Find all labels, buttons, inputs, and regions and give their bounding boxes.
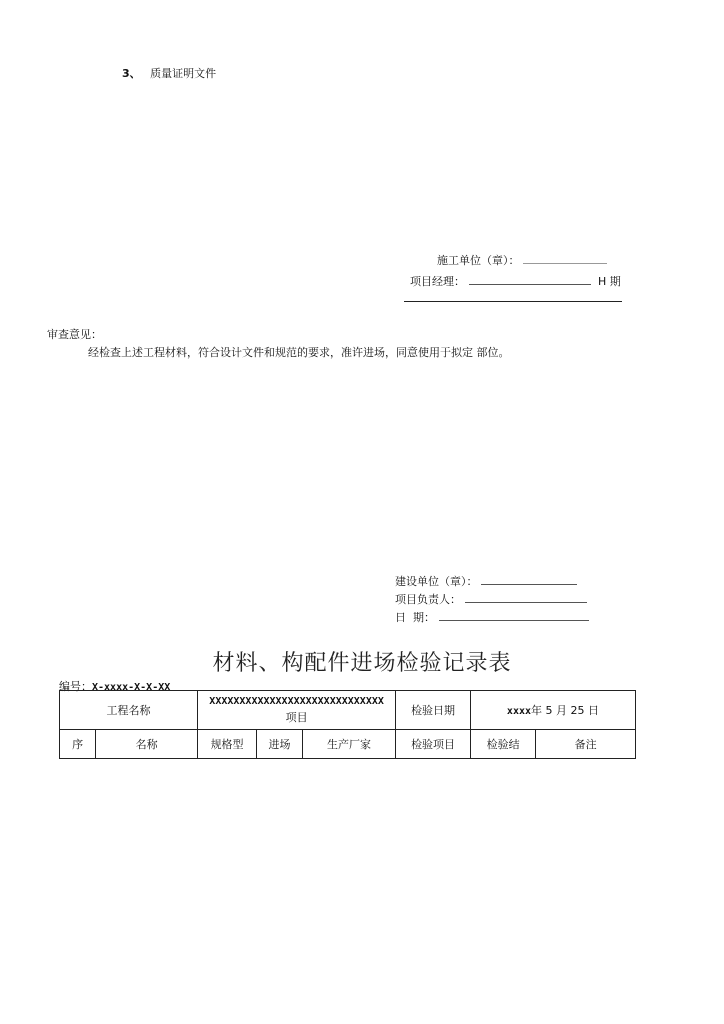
inspection-date-value-cell xyxy=(470,691,635,730)
project-manager-line xyxy=(410,273,621,289)
project-name-label-cell: 工程名称 xyxy=(60,691,198,730)
section-3-number: 3、 xyxy=(122,67,141,80)
section-3-label: 质量证明文件 xyxy=(150,67,217,80)
form-title: 材料、构配件进场检验记录表 xyxy=(212,651,512,676)
section-3-heading xyxy=(122,65,216,81)
inspection-record-table xyxy=(59,690,636,759)
owner-manager-blank xyxy=(465,592,587,603)
project-name-value: XXXXXXXXXXXXXXXXXXXXXXXXXXXXX xyxy=(209,696,384,707)
column-header: 序 xyxy=(60,730,96,759)
owner-unit-line xyxy=(395,573,577,589)
review-heading: 审查意见： xyxy=(47,328,102,341)
owner-unit-label: 建设单位（章）： xyxy=(395,575,478,588)
project-name-value-cell xyxy=(198,691,396,730)
project-name-suffix: 项目 xyxy=(285,711,308,724)
owner-date-blank xyxy=(439,610,589,621)
construction-unit-blank xyxy=(523,253,607,264)
column-header: 规格型 xyxy=(198,730,257,759)
inspection-date-rest: 年 5 月 25 日 xyxy=(531,704,599,717)
review-text: 经检查上述工程材料，符合设计文件和规范的要求，准许进场，同意使用于拟定 部位。 xyxy=(88,346,510,359)
column-header: 备注 xyxy=(536,730,636,759)
table-column-header-row xyxy=(60,730,636,759)
owner-unit-blank xyxy=(481,574,577,585)
table-header-row xyxy=(60,691,636,730)
owner-date-label: 日 期： xyxy=(395,611,435,624)
owner-date-line xyxy=(395,609,589,625)
form-number-label: 编号： xyxy=(59,680,92,693)
construction-unit-line xyxy=(437,252,607,268)
column-header: 检验结 xyxy=(470,730,535,759)
inspection-date-label-cell: 检验日期 xyxy=(396,691,471,730)
signature-rule xyxy=(404,301,622,302)
owner-manager-label: 项目负责人： xyxy=(395,593,461,606)
column-header: 名称 xyxy=(96,730,198,759)
inspection-date-year: xxxx xyxy=(506,706,532,717)
project-manager-blank xyxy=(469,274,591,285)
column-header: 进场 xyxy=(257,730,303,759)
form-number-value: X-xxxx-X-X-XX xyxy=(92,682,171,693)
column-header: 生产厂家 xyxy=(302,730,395,759)
project-manager-label: 项目经理： xyxy=(410,275,465,288)
owner-manager-line xyxy=(395,591,587,607)
construction-unit-label: 施工单位（章）： xyxy=(437,254,520,267)
column-header: 检验项目 xyxy=(396,730,471,759)
construction-date-label: H 期 xyxy=(598,275,621,288)
